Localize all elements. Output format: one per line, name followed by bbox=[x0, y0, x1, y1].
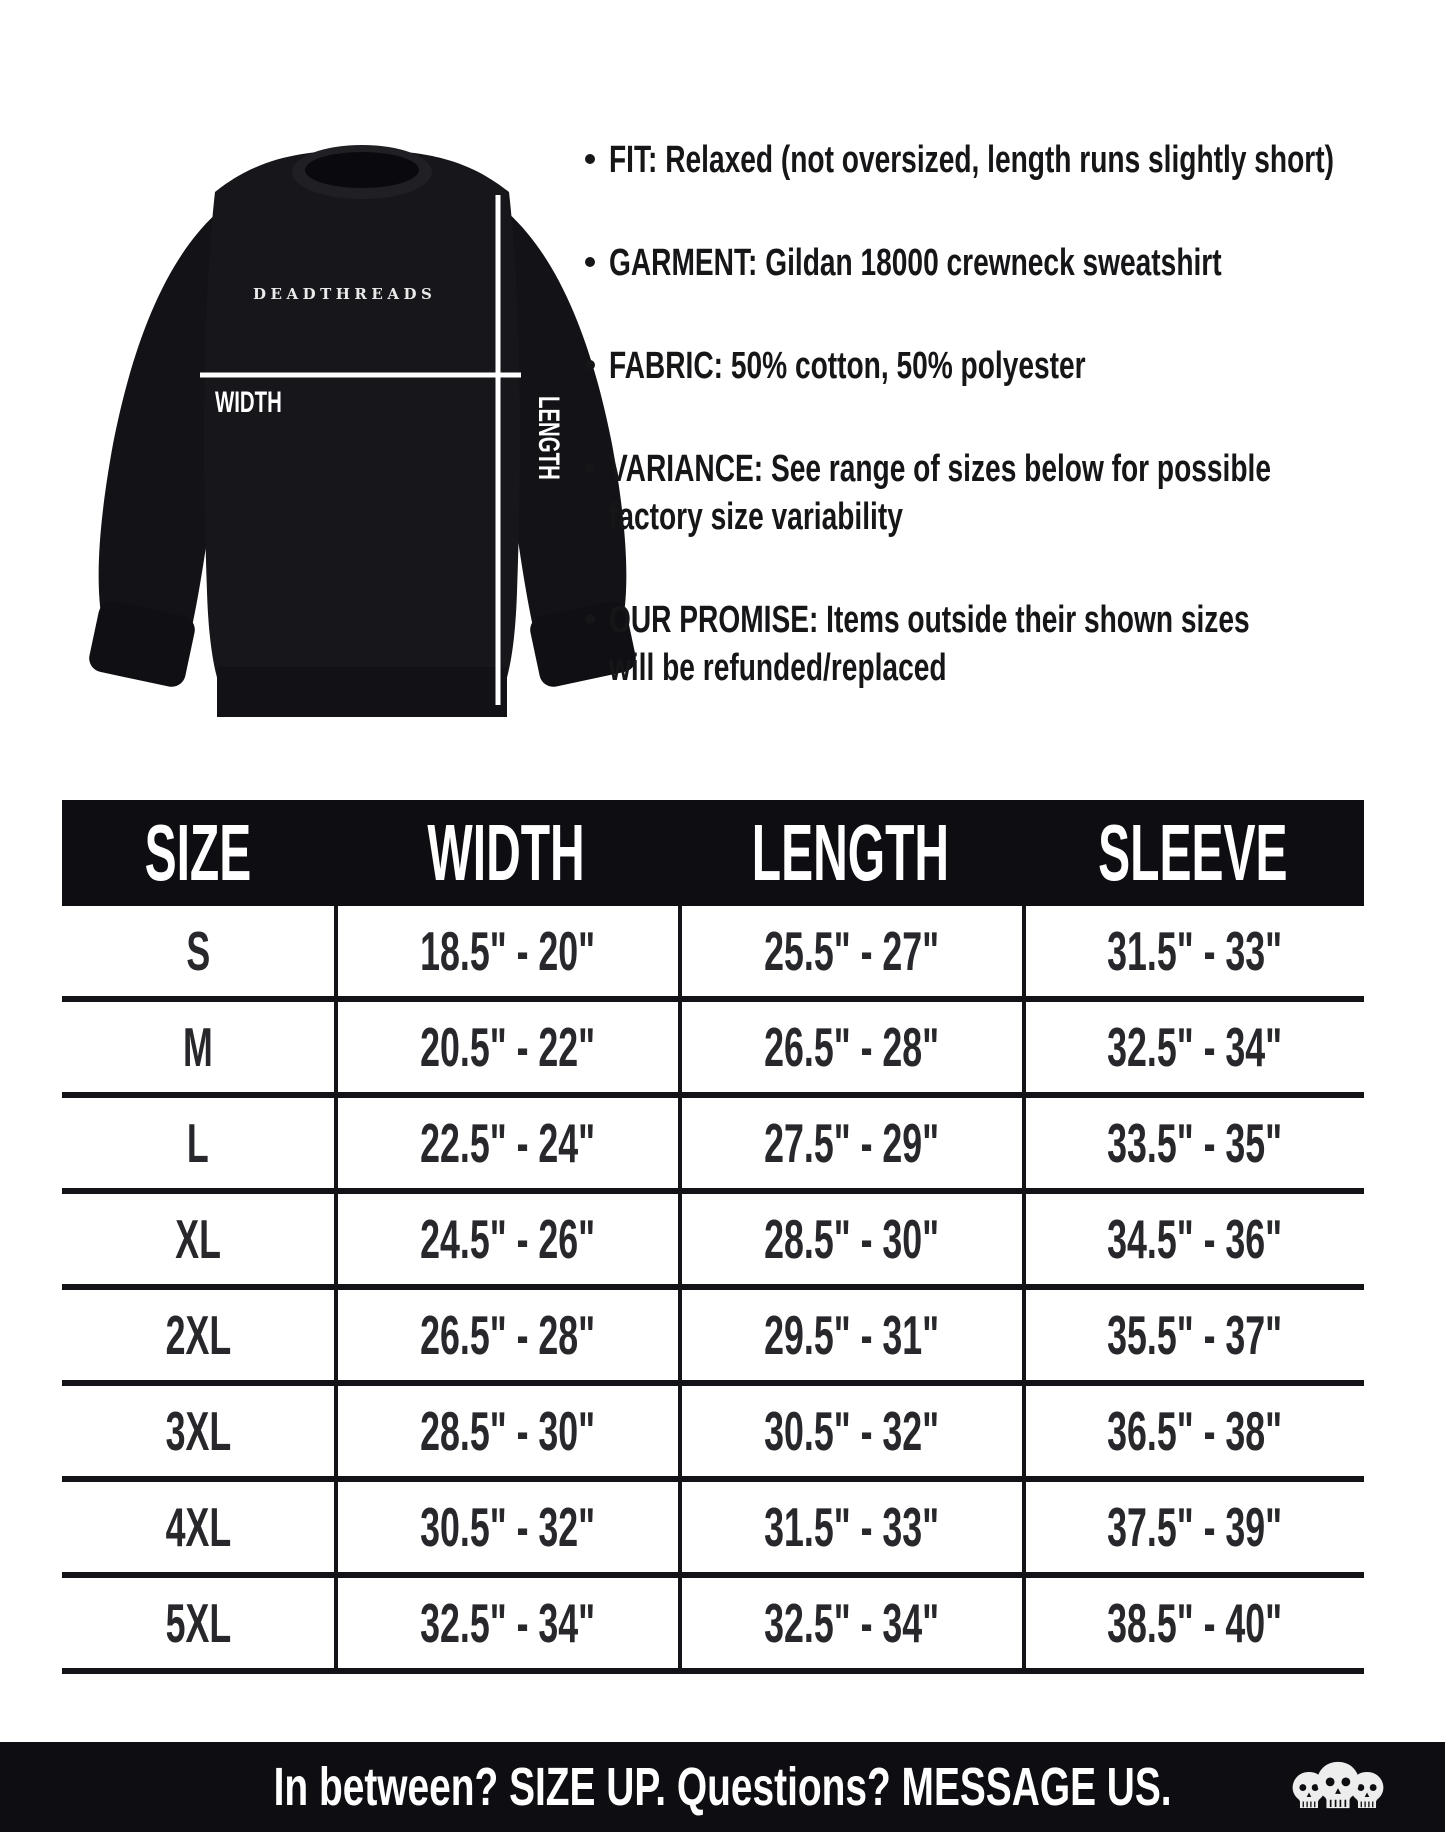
cell-size: L bbox=[187, 1112, 209, 1174]
cell-sleeve: 32.5" - 34" bbox=[1022, 1002, 1364, 1092]
sweatshirt-body bbox=[204, 150, 520, 694]
cell-size: 5XL bbox=[165, 1592, 231, 1654]
skulls-logo-icon bbox=[1283, 1752, 1393, 1820]
cell-size: 4XL bbox=[165, 1496, 231, 1558]
sweatshirt-collar-opening bbox=[305, 152, 419, 188]
size-chart-table bbox=[62, 800, 1364, 1674]
table-row-3xl bbox=[62, 1386, 1364, 1482]
cell-width: 26.5" - 28" bbox=[334, 1290, 678, 1380]
length-label: LENGTH bbox=[531, 396, 565, 480]
footer-message: In between? SIZE UP. Questions? MESSAGE US. bbox=[273, 1757, 1172, 1817]
detail-variance bbox=[585, 445, 1415, 541]
detail-promise bbox=[585, 596, 1415, 692]
cell-length: 29.5" - 31" bbox=[678, 1290, 1022, 1380]
table-row-m bbox=[62, 1002, 1364, 1098]
width-label: WIDTH bbox=[215, 386, 282, 420]
cell-sleeve: 31.5" - 33" bbox=[1022, 906, 1364, 996]
cell-width: 30.5" - 32" bbox=[334, 1482, 678, 1572]
detail-variance-text-line1: VARIANCE: See range of sizes below for possible bbox=[609, 448, 1272, 490]
cell-length: 31.5" - 33" bbox=[678, 1482, 1022, 1572]
cell-sleeve: 33.5" - 35" bbox=[1022, 1098, 1364, 1188]
cell-width: 28.5" - 30" bbox=[334, 1386, 678, 1476]
cell-size: S bbox=[186, 920, 210, 982]
cell-width: 20.5" - 22" bbox=[334, 1002, 678, 1092]
cell-sleeve: 34.5" - 36" bbox=[1022, 1194, 1364, 1284]
brand-print: DEADTHREADS bbox=[253, 285, 437, 303]
bullet-icon bbox=[585, 614, 595, 624]
detail-fabric bbox=[585, 342, 1415, 390]
size-chart-header-row bbox=[62, 800, 1364, 906]
detail-fit bbox=[585, 136, 1415, 184]
detail-fit-text: FIT: Relaxed (not oversized, length runs slightly short) bbox=[609, 139, 1334, 181]
footer-bar bbox=[0, 1742, 1445, 1832]
bullet-icon bbox=[585, 257, 595, 267]
cell-size: XL bbox=[175, 1208, 221, 1270]
table-row-s bbox=[62, 906, 1364, 1002]
sweatshirt-figure bbox=[55, 122, 670, 747]
table-row-5xl bbox=[62, 1578, 1364, 1674]
cell-sleeve: 35.5" - 37" bbox=[1022, 1290, 1364, 1380]
detail-variance-text-line2: factory size variability bbox=[609, 496, 903, 538]
cell-size: M bbox=[183, 1016, 213, 1078]
table-row-xl bbox=[62, 1194, 1364, 1290]
header-cell-width: WIDTH bbox=[427, 808, 585, 897]
header-cell-size: SIZE bbox=[144, 808, 252, 897]
cell-sleeve: 37.5" - 39" bbox=[1022, 1482, 1364, 1572]
table-row-l bbox=[62, 1098, 1364, 1194]
bullet-icon bbox=[585, 360, 595, 370]
detail-garment-text: GARMENT: Gildan 18000 crewneck sweatshirt bbox=[609, 242, 1222, 284]
cell-width: 32.5" - 34" bbox=[334, 1578, 678, 1668]
cell-size: 3XL bbox=[165, 1400, 231, 1462]
cell-length: 30.5" - 32" bbox=[678, 1386, 1022, 1476]
cell-width: 24.5" - 26" bbox=[334, 1194, 678, 1284]
detail-garment bbox=[585, 239, 1415, 287]
cell-sleeve: 38.5" - 40" bbox=[1022, 1578, 1364, 1668]
cell-length: 28.5" - 30" bbox=[678, 1194, 1022, 1284]
cell-length: 25.5" - 27" bbox=[678, 906, 1022, 996]
cell-length: 32.5" - 34" bbox=[678, 1578, 1022, 1668]
cell-size: 2XL bbox=[165, 1304, 231, 1366]
cell-sleeve: 36.5" - 38" bbox=[1022, 1386, 1364, 1476]
sweatshirt-illustration bbox=[55, 122, 670, 747]
bullet-icon bbox=[585, 463, 595, 473]
detail-promise-text-line2: will be refunded/replaced bbox=[609, 647, 947, 689]
table-row-2xl bbox=[62, 1290, 1364, 1386]
bullet-icon bbox=[585, 154, 595, 164]
cell-length: 26.5" - 28" bbox=[678, 1002, 1022, 1092]
header-cell-sleeve: SLEEVE bbox=[1098, 808, 1288, 897]
table-row-4xl bbox=[62, 1482, 1364, 1578]
sweatshirt-hem bbox=[217, 667, 507, 717]
product-details-list bbox=[585, 136, 1415, 747]
cell-width: 18.5" - 20" bbox=[334, 906, 678, 996]
detail-promise-text-line1: OUR PROMISE: Items outside their shown sizes bbox=[609, 599, 1250, 641]
detail-fabric-text: FABRIC: 50% cotton, 50% polyester bbox=[609, 345, 1086, 387]
header-cell-length: LENGTH bbox=[751, 808, 949, 897]
cell-length: 27.5" - 29" bbox=[678, 1098, 1022, 1188]
cell-width: 22.5" - 24" bbox=[334, 1098, 678, 1188]
